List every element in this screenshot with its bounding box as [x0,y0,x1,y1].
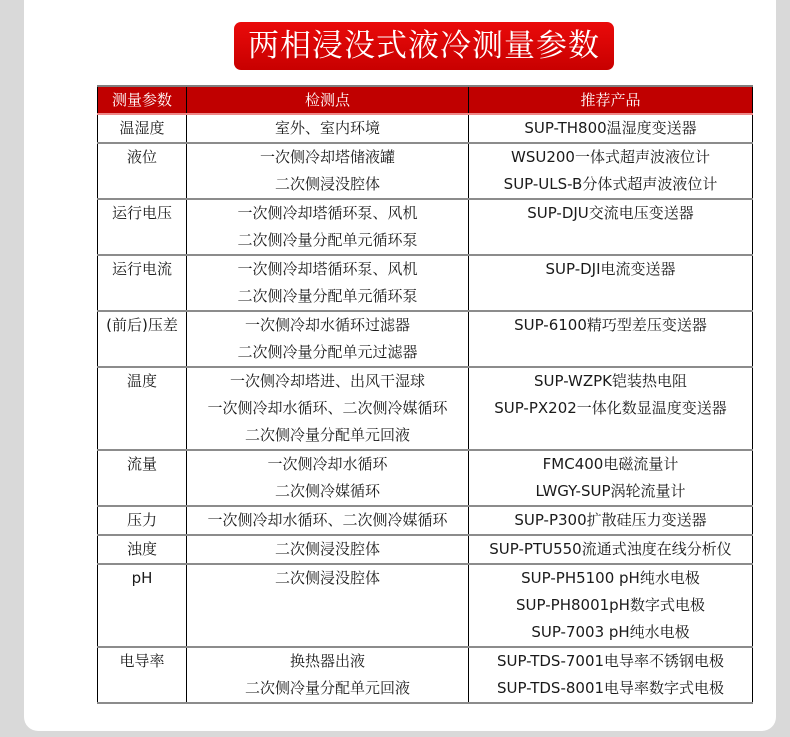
product-cell-line: FMC400电磁流量计 [542,455,679,473]
detection-point-cell [187,367,469,450]
product-cell-line: SUP-PTU550流通式浊度在线分析仪 [489,540,732,558]
table-row [98,255,753,311]
parameter-cell-line: 运行电压 [111,204,172,222]
product-cell-line: SUP-PH8001pH数字式电极 [516,596,705,614]
detection-point-cell [187,199,469,255]
detection-point-cell-line: 一次侧冷却塔循环泵、风机 [237,204,418,222]
parameter-cell [98,255,187,311]
detection-point-cell [187,535,469,564]
detection-point-cell-line: 换热器出液 [289,652,365,670]
detection-point-cell-line: 二次侧冷量分配单元循环泵 [237,287,418,305]
detection-point-cell-line: 一次侧冷却水循环 [267,455,388,473]
table-row [98,564,753,647]
detection-point-cell-line: 二次侧冷量分配单元回液 [244,426,410,444]
detection-point-cell-line: 二次侧冷量分配单元回液 [244,679,410,697]
detection-point-cell-line: 二次侧浸没腔体 [274,540,380,558]
product-cell-line: SUP-ULS-B分体式超声波液位计 [503,175,718,193]
detection-point-cell-line: 二次侧浸没腔体 [274,175,380,193]
product-cell-line: SUP-PX202一体化数显温度变送器 [494,399,727,417]
detection-point-cell-line: 一次侧冷却塔循环泵、风机 [237,260,418,278]
product-cell-line: SUP-7003 pH纯水电极 [531,623,690,641]
detection-point-cell-line: 二次侧冷量分配单元循环泵 [237,231,418,249]
product-cell-line: SUP-TDS-8001电导率数字式电极 [496,679,725,697]
parameter-cell-line: 运行电流 [111,260,172,278]
measurement-parameters-table [97,85,753,704]
product-cell-line: SUP-6100精巧型差压变送器 [514,316,707,334]
product-cell [469,647,753,703]
table-row [98,535,753,564]
header-parameter: 测量参数 [98,86,187,114]
parameter-cell-line: 液位 [126,148,157,166]
detection-point-cell-line: 室外、室内环境 [274,119,380,137]
product-cell [469,367,753,450]
detection-point-cell [187,506,469,535]
detection-point-cell-line: 一次侧冷却塔进、出风干湿球 [229,372,425,390]
product-cell-line: WSU200一体式超声波液位计 [511,148,710,166]
table-row [98,506,753,535]
product-cell-line: SUP-PH5100 pH纯水电极 [521,569,700,587]
detection-point-cell-line: 一次侧冷却塔储液罐 [259,148,395,166]
product-cell [469,450,753,506]
product-cell [469,311,753,367]
product-cell-line: SUP-WZPK铠装热电阻 [533,372,687,390]
product-cell [469,535,753,564]
parameter-cell [98,311,187,367]
parameter-cell [98,647,187,703]
parameter-cell-line: 压力 [126,511,157,529]
parameter-cell-line: 电导率 [119,652,165,670]
table-row [98,143,753,199]
parameter-cell [98,114,187,143]
table-row [98,311,753,367]
parameter-cell-line: 温湿度 [119,119,165,137]
table-row [98,114,753,143]
table-header-row [98,86,753,114]
product-cell [469,506,753,535]
detection-point-cell [187,143,469,199]
detection-point-cell-line: 二次侧冷量分配单元过滤器 [237,343,418,361]
detection-point-cell [187,450,469,506]
detection-point-cell-line: 一次侧冷却水循环、二次侧冷媒循环 [207,399,448,417]
parameter-cell [98,564,187,647]
product-cell [469,564,753,647]
product-cell [469,199,753,255]
table-row [98,450,753,506]
parameter-cell-line: pH [131,569,153,587]
table-row [98,647,753,703]
product-cell-line: SUP-DJI电流变送器 [545,260,676,278]
header-detection-point: 检测点 [187,86,469,114]
product-cell-line: LWGY-SUP涡轮流量计 [535,482,686,500]
table-row [98,199,753,255]
parameter-cell [98,450,187,506]
product-cell-line: SUP-P300扩散硅压力变送器 [514,511,707,529]
product-cell [469,143,753,199]
detection-point-cell [187,114,469,143]
header-recommended-product: 推荐产品 [469,86,753,114]
parameter-cell-line: 温度 [126,372,157,390]
detection-point-cell-line: 一次侧冷却水循环过滤器 [244,316,410,334]
parameter-cell-line: 浊度 [126,540,157,558]
product-cell-line: SUP-TH800温湿度变送器 [524,119,697,137]
parameter-cell [98,367,187,450]
parameter-cell-line: (前后)压差 [106,316,178,334]
product-cell [469,255,753,311]
detection-point-cell [187,255,469,311]
detection-point-cell-line: 二次侧冷媒循环 [274,482,380,500]
product-cell-line: SUP-DJU交流电压变送器 [527,204,694,222]
page-title: 两相浸没式液冷测量参数 [234,22,614,70]
content-card [24,0,776,731]
table-row [98,367,753,450]
product-cell-line: SUP-TDS-7001电导率不锈钢电极 [496,652,725,670]
detection-point-cell [187,311,469,367]
parameter-cell [98,535,187,564]
detection-point-cell [187,647,469,703]
parameter-cell-line: 流量 [126,455,157,473]
detection-point-cell-line: 二次侧浸没腔体 [274,569,380,587]
parameter-cell [98,199,187,255]
detection-point-cell-line: 一次侧冷却水循环、二次侧冷媒循环 [207,511,448,529]
parameter-cell [98,506,187,535]
detection-point-cell [187,564,469,647]
product-cell [469,114,753,143]
parameter-cell [98,143,187,199]
